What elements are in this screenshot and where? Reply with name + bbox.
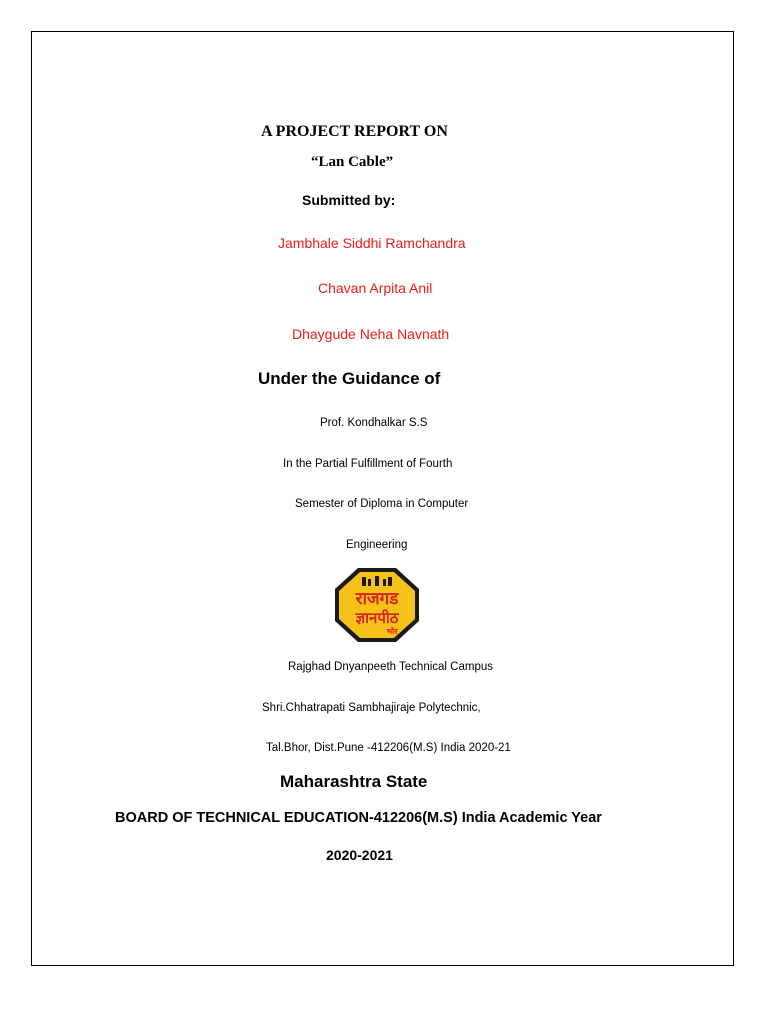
fulfillment-text: Engineering (346, 539, 408, 551)
academic-year: 2020-2021 (326, 847, 393, 863)
logo-text-line-1: राजगड (355, 589, 399, 609)
student-name: Chavan Arpita Anil (318, 280, 433, 296)
polytechnic-name: Shri.Chhatrapati Sambhajiraje Polytechnic, (262, 702, 481, 714)
project-title: “Lan Cable” (311, 154, 394, 170)
state-name: Maharashtra State (280, 772, 428, 791)
fulfillment-text: Semester of Diploma in Computer (295, 498, 469, 510)
submitted-by-label: Submitted by: (302, 192, 396, 208)
fulfillment-text: In the Partial Fulfillment of Fourth (283, 458, 453, 470)
report-heading: A PROJECT REPORT ON (261, 123, 448, 140)
logo-text-line-3: भोर (386, 627, 398, 636)
institution-address: Tal.Bhor, Dist.Pune -412206(M.S) India 2020-21 (266, 742, 511, 754)
logo-text-line-2: ज्ञानपीठ (355, 609, 399, 627)
student-name: Dhaygude Neha Navnath (292, 326, 450, 342)
campus-name: Rajghad Dnyanpeeth Technical Campus (288, 661, 494, 673)
student-name: Jambhale Siddhi Ramchandra (278, 235, 466, 251)
college-logo-icon (334, 567, 420, 643)
board-line: BOARD OF TECHNICAL EDUCATION-412206(M.S) India Academic Year (115, 810, 602, 826)
guidance-heading: Under the Guidance of (258, 369, 441, 388)
guide-name: Prof. Kondhalkar S.S (320, 417, 428, 429)
